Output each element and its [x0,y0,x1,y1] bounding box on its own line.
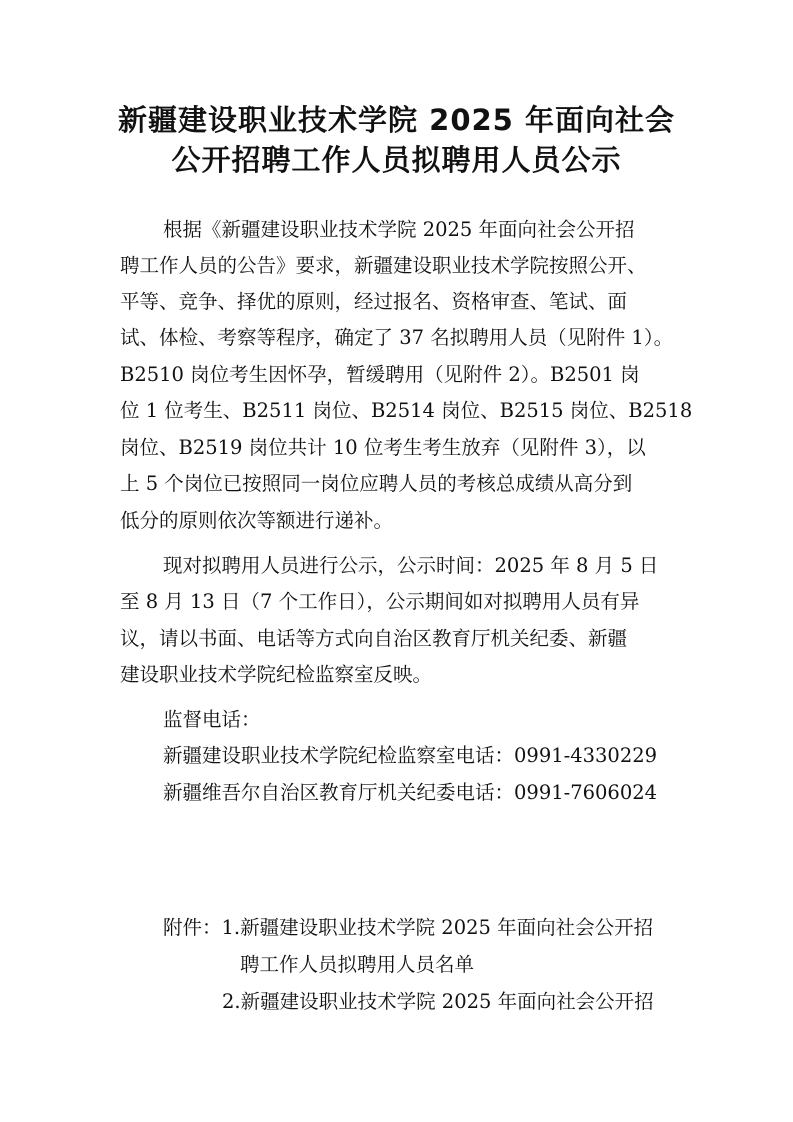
attachment-line: 聘工作人员拟聘用人员名单 [240,953,475,976]
paragraph-2-line: 建设职业技术学院纪检监察室反映。 [120,663,433,686]
paragraph-2-line: 现对拟聘用人员进行公示，公示时间：2025 年 8 月 5 日 [163,554,659,577]
attachment-line: 附件：1.新疆建设职业技术学院 2025 年面向社会公开招 [163,916,654,939]
paragraph-2-line: 至 8 月 13 日（7 个工作日），公示期间如对拟聘用人员有异 [120,590,640,613]
paragraph-1-line: B2510 岗位考生因怀孕，暂缓聘用（见附件 2）。B2501 岗 [120,363,640,386]
supervision-label: 监督电话： [163,708,261,731]
paragraph-1-line: 试、体检、考察等程序，确定了 37 名拟聘用人员（见附件 1）。 [120,326,674,349]
paragraph-1-line: 根据《新疆建设职业技术学院 2025 年面向社会公开招 [163,218,635,241]
paragraph-1-line: 上 5 个岗位已按照同一岗位应聘人员的考核总成绩从高分到 [120,472,633,495]
paragraph-1-line: 平等、竞争、择优的原则，经过报名、资格审查、笔试、面 [120,290,628,313]
paragraph-1-line: 聘工作人员的公告》要求，新疆建设职业技术学院按照公开、 [120,254,647,277]
phone-college: 新疆建设职业技术学院纪检监察室电话：0991-4330229 [163,744,658,767]
paragraph-1-line: 岗位、B2519 岗位共计 10 位考生考生放弃（见附件 3），以 [120,436,646,459]
document-title-line-2: 公开招聘工作人员拟聘用人员公示 [171,143,622,177]
attachment-line: 2.新疆建设职业技术学院 2025 年面向社会公开招 [222,990,654,1013]
paragraph-1-line: 低分的原则依次等额进行递补。 [120,509,394,532]
phone-education-department: 新疆维吾尔自治区教育厅机关纪委电话：0991-7606024 [163,781,658,804]
paragraph-2-line: 议，请以书面、电话等方式向自治区教育厅机关纪委、新疆 [120,627,628,650]
paragraph-1-line: 位 1 位考生、B2511 岗位、B2514 岗位、B2515 岗位、B2518 [120,399,693,422]
document-title-line-1: 新疆建设职业技术学院 2025 年面向社会 [118,103,675,137]
